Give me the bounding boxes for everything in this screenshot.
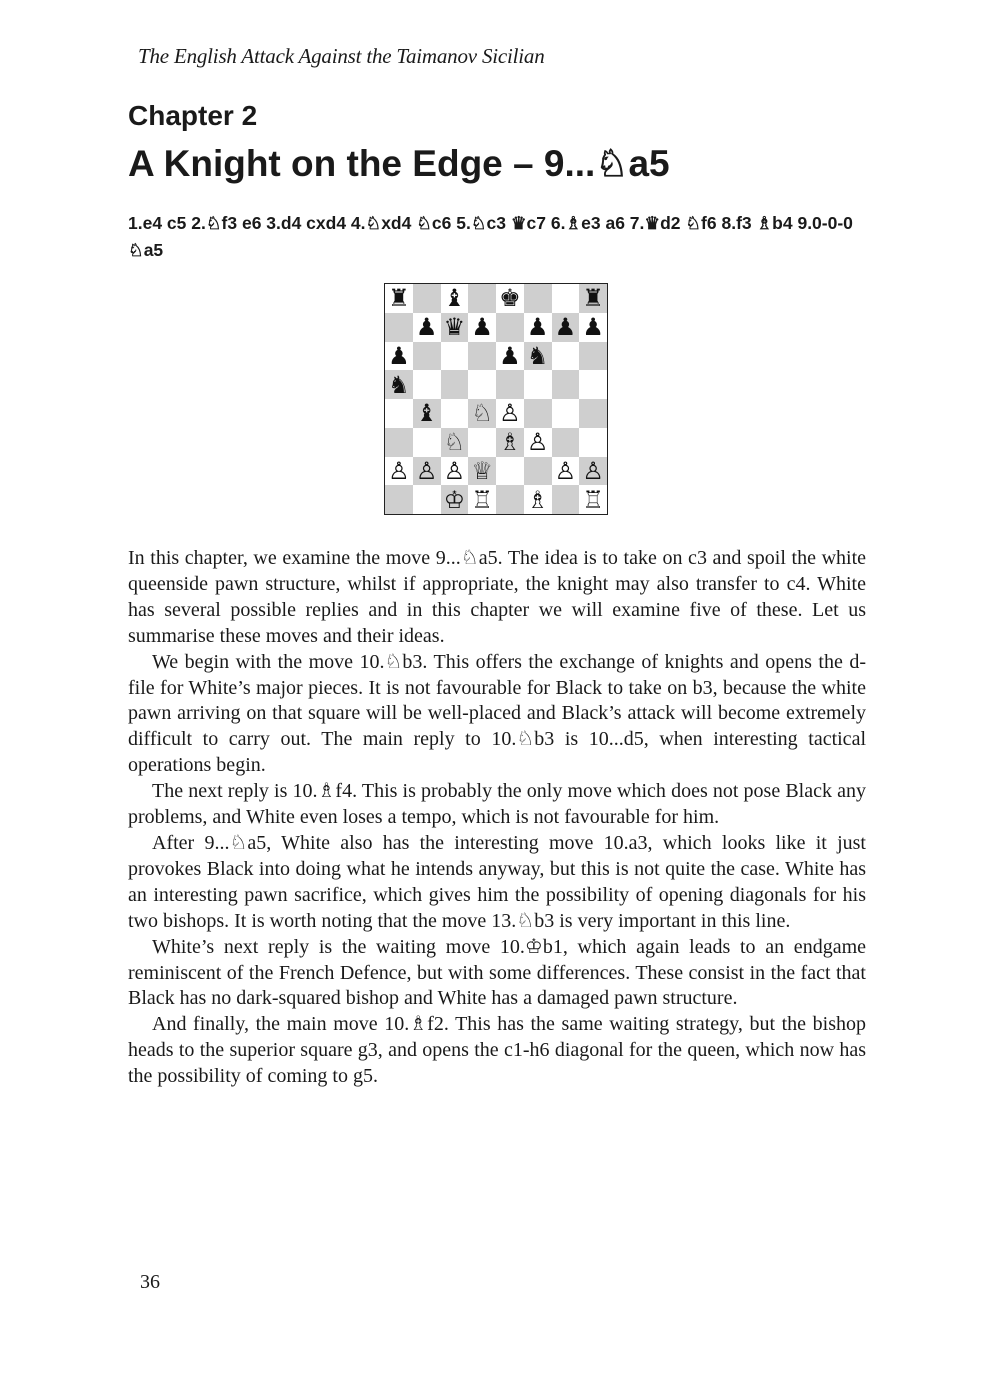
board-square <box>413 370 441 399</box>
running-head: The English Attack Against the Taimanov Sicilian <box>138 44 545 68</box>
board-square <box>552 342 580 371</box>
board-square <box>524 457 552 486</box>
page-number: 36 <box>140 1271 160 1293</box>
board-square <box>441 399 469 428</box>
board-square <box>385 313 413 342</box>
board-square: ♖ <box>579 485 607 514</box>
paragraph: We begin with the move 10.♘b3. This offers the exchange of knights and opens the d-file for White’s major pieces. It is not favourable for Black to take on b3, because the white pawn arriving on that square will be well-placed and Black’s attack will become extremely difficult to carry out. The main reply to 10.♘b3 is 10...d5, when interesting tactical operations begin. <box>128 650 866 777</box>
paragraph: And finally, the main move 10.♗f2. This has the same waiting strategy, but the bishop heads to the superior square g3, and opens the c1-h6 diagonal for the queen, which now has the possibility of coming to g5. <box>128 1013 866 1088</box>
body-text <box>128 546 866 1090</box>
board-square: ♙ <box>441 457 469 486</box>
board-square <box>579 342 607 371</box>
board-square <box>496 457 524 486</box>
paragraph: After 9...♘a5, White also has the interesting move 10.a3, which looks like it just provokes Black into doing what he intends anyway, but this is not quite the case. White has an interesting pawn sacrifice, which gives him the possibility of opening diagonals for his two bishops. It is worth noting that the move 13.♘b3 is very important in this line. <box>128 831 866 932</box>
board-square: ♟ <box>413 313 441 342</box>
board-square <box>413 342 441 371</box>
board-square <box>496 313 524 342</box>
board-square <box>441 342 469 371</box>
board-square <box>552 428 580 457</box>
paragraph: The next reply is 10.♗f4. This is probably the only move which does not pose Black any problems, and White even loses a tempo, which is not favourable for him. <box>128 780 866 829</box>
board-square: ♔ <box>441 485 469 514</box>
move-sequence: 1.e4 c5 2.♘f3 e6 3.d4 cxd4 4.♘xd4 ♘c6 5.♘c3 ♛c7 6.♗e3 a6 7.♛d2 ♘f6 8.f3 ♗b4 9.0-0-0 ♘a5 <box>128 213 853 260</box>
board-square: ♙ <box>496 399 524 428</box>
board-square: ♟ <box>552 313 580 342</box>
board-square <box>468 342 496 371</box>
board-square: ♟ <box>385 342 413 371</box>
board-square: ♝ <box>413 399 441 428</box>
board-square <box>524 399 552 428</box>
board-square: ♞ <box>524 342 552 371</box>
chapter-label: Chapter 2 <box>128 100 258 131</box>
paragraph: In this chapter, we examine the move 9...♘a5. The idea is to take on c3 and spoil the white queenside pawn structure, whilst if appropriate, the knight may also transfer to c4. White has several possible replies and in this chapter we will examine five of these. Let us summarise these moves and their ideas. <box>128 547 866 647</box>
board-square <box>524 284 552 313</box>
board-square: ♗ <box>524 485 552 514</box>
board-square <box>385 485 413 514</box>
board-square <box>579 399 607 428</box>
board-square: ♜ <box>579 284 607 313</box>
board-square <box>552 370 580 399</box>
board-square <box>385 399 413 428</box>
board-square <box>413 485 441 514</box>
board-square <box>413 284 441 313</box>
board-square: ♟ <box>468 313 496 342</box>
board-square <box>468 284 496 313</box>
chapter-title: A Knight on the Edge – 9...♘a5 <box>128 143 670 184</box>
board-square <box>496 485 524 514</box>
board-square: ♚ <box>496 284 524 313</box>
board-square: ♟ <box>496 342 524 371</box>
board-square: ♞ <box>385 370 413 399</box>
board-square: ♙ <box>579 457 607 486</box>
board-square <box>385 428 413 457</box>
board-square: ♘ <box>468 399 496 428</box>
board-square: ♘ <box>441 428 469 457</box>
board-square <box>579 370 607 399</box>
board-square: ♜ <box>385 284 413 313</box>
board-square <box>552 284 580 313</box>
board-square <box>496 370 524 399</box>
board-square <box>552 485 580 514</box>
board-square: ♟ <box>579 313 607 342</box>
board-square: ♛ <box>441 313 469 342</box>
chess-diagram <box>384 283 608 515</box>
board-square <box>468 370 496 399</box>
board-square <box>579 428 607 457</box>
board-square: ♙ <box>385 457 413 486</box>
board-square <box>552 399 580 428</box>
board-square: ♟ <box>524 313 552 342</box>
board-square <box>524 370 552 399</box>
board-square <box>441 370 469 399</box>
board-square: ♗ <box>496 428 524 457</box>
board-square: ♙ <box>413 457 441 486</box>
board-square: ♕ <box>468 457 496 486</box>
board-square: ♝ <box>441 284 469 313</box>
board-square: ♙ <box>552 457 580 486</box>
board-square: ♖ <box>468 485 496 514</box>
board-square <box>468 428 496 457</box>
paragraph: White’s next reply is the waiting move 10.♔b1, which again leads to an endgame reminiscent of the French Defence, but with some differences. These consist in the fact that Black has no dark-squared bishop and White has a damaged pawn structure. <box>128 935 866 1010</box>
board-square <box>413 428 441 457</box>
board-square: ♙ <box>524 428 552 457</box>
